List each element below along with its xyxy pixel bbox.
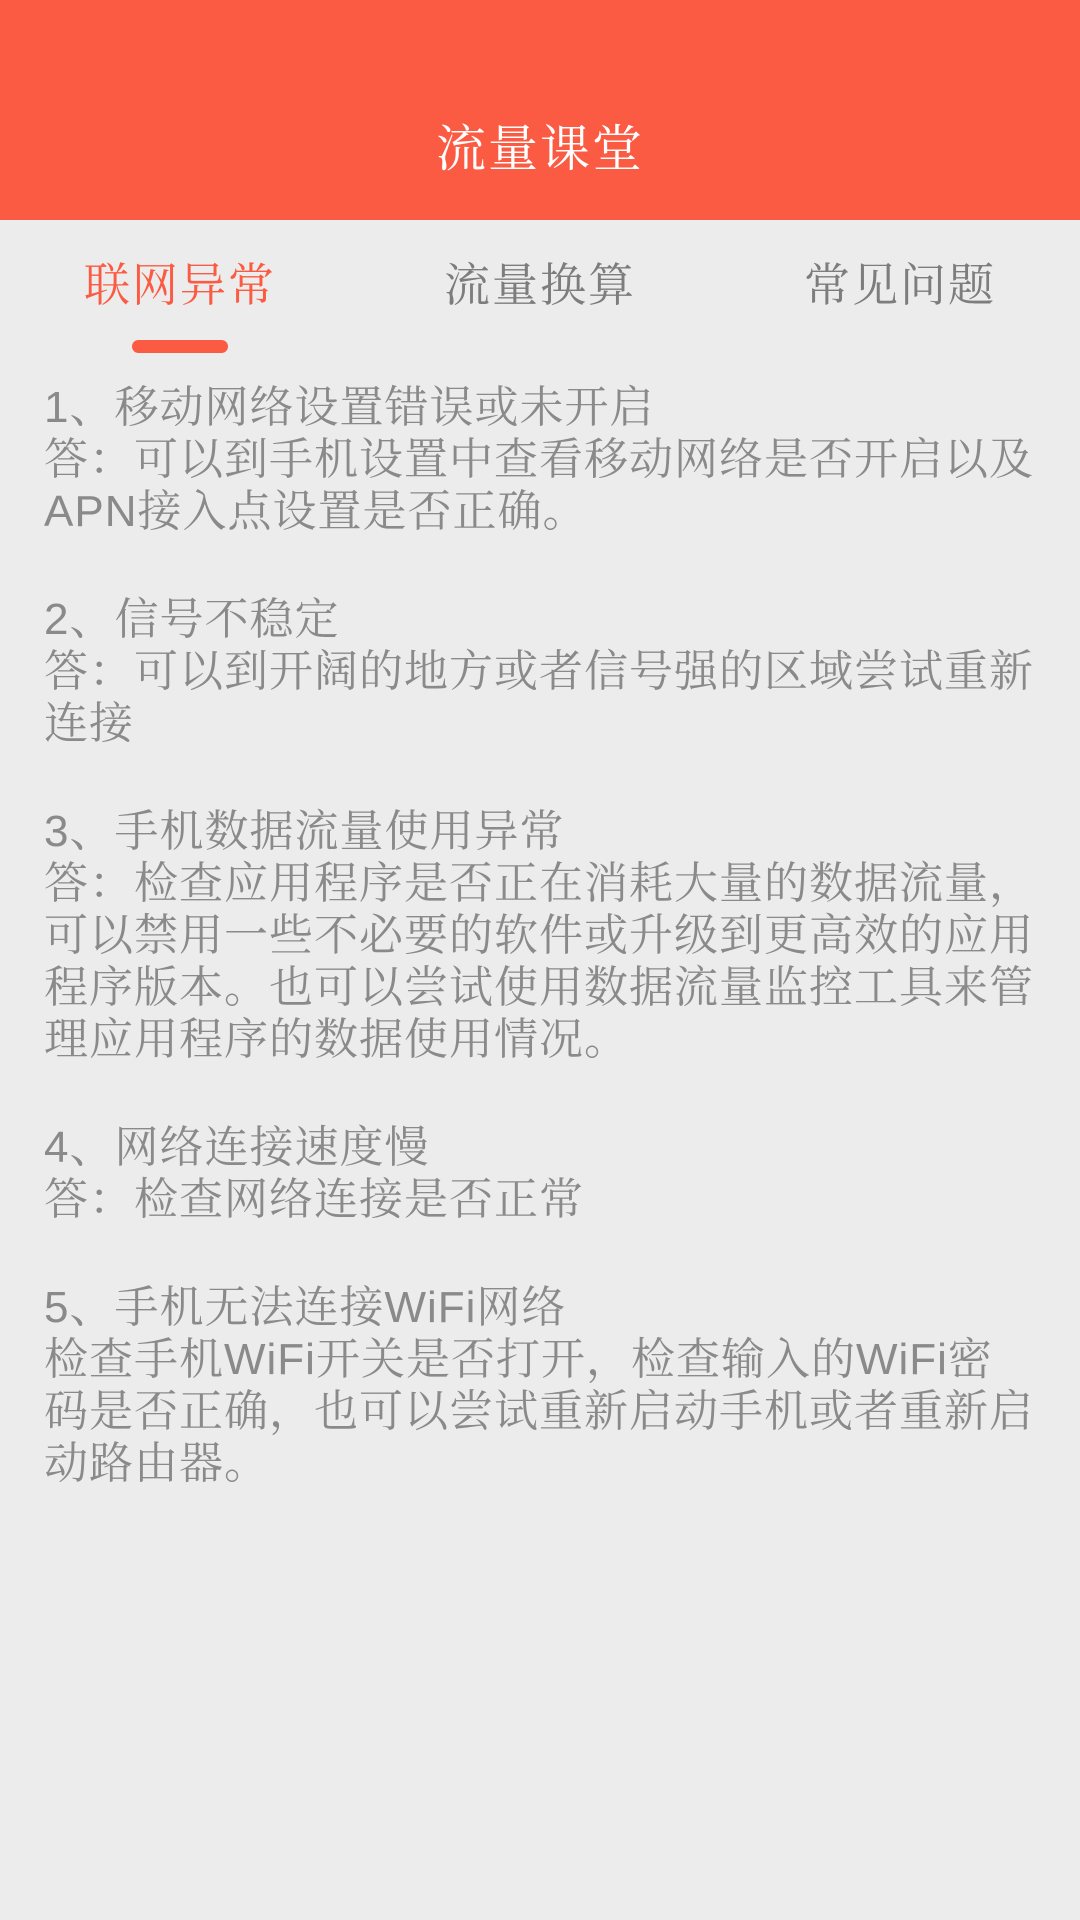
faq-question: 4、网络连接速度慢: [44, 1123, 430, 1172]
faq-content: [0, 382, 1080, 1606]
tab-traffic-conversion-label: 流量换算: [444, 259, 636, 311]
faq-item-3: [44, 806, 1036, 1066]
faq-answer: 答：检查应用程序是否正在消耗大量的数据流量，可以禁用一些不必要的软件或升级到更高效的应用程序版本。也可以尝试使用数据流量监控工具来管理应用程序的数据使用情况。: [44, 859, 1034, 1064]
faq-item-1: [44, 382, 1036, 538]
faq-answer: 答：可以到开阔的地方或者信号强的区域尝试重新连接: [44, 647, 1034, 748]
faq-question: 5、手机无法连接WiFi网络: [44, 1283, 567, 1332]
active-tab-underline: [132, 340, 228, 353]
faq-question: 1、移动网络设置错误或未开启: [44, 383, 655, 432]
faq-item-4: [44, 1122, 1036, 1226]
tab-bar: [0, 220, 1080, 382]
faq-answer: 检查手机WiFi开关是否打开，检查输入的WiFi密码是否正确，也可以尝试重新启动手机或者重新启动路由器。: [44, 1335, 1034, 1488]
tab-common-questions-label: 常见问题: [804, 259, 996, 311]
tab-network-error-label: 联网异常: [84, 259, 276, 311]
tab-common-questions[interactable]: [720, 220, 1080, 382]
faq-item-2: [44, 594, 1036, 750]
app-header: [0, 0, 1080, 220]
faq-question: 3、手机数据流量使用异常: [44, 807, 565, 856]
tab-network-error[interactable]: [0, 220, 360, 382]
faq-question: 2、信号不稳定: [44, 595, 340, 644]
tab-traffic-conversion[interactable]: [360, 220, 720, 382]
faq-answer: 答：检查网络连接是否正常: [44, 1175, 584, 1224]
faq-item-5: [44, 1282, 1036, 1490]
page-title: 流量课堂: [436, 121, 644, 177]
faq-answer: 答：可以到手机设置中查看移动网络是否开启以及APN接入点设置是否正确。: [44, 435, 1034, 536]
